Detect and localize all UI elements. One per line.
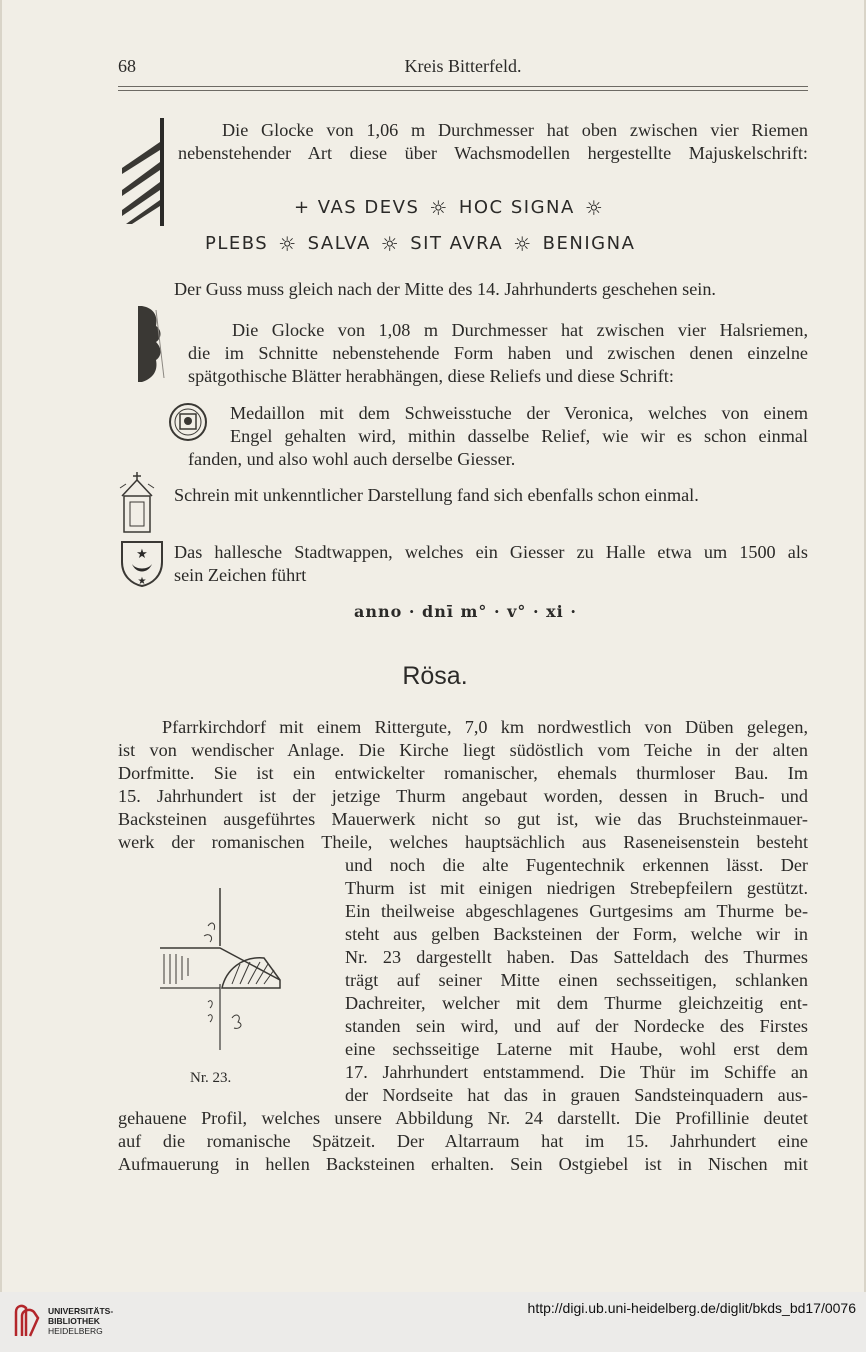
bell-profile-figure: [128, 304, 168, 384]
bell2-line-2: die im Schnitte nebenstehende Form haben und zwischen denen einzelne: [188, 343, 808, 363]
source-url-link[interactable]: http://digi.ub.uni-heidelberg.de/diglit/bkds_bd17/0076: [527, 1300, 856, 1316]
side-line-11: der Nordseite hat das in grauen Sandsteinquadern aus-: [345, 1085, 808, 1105]
side-line-2: Thurm ist mit einigen niedrigen Strebepfeilern gestützt.: [345, 878, 808, 898]
bell2-line-1: Die Glocke von 1,08 m Durchmesser hat zwischen vier Halsriemen,: [232, 320, 808, 340]
sun-icon: ☼: [278, 232, 298, 256]
body-line-8: auf die romanische Spätzeit. Der Altarraum hat im 15. Jahrhundert eine: [118, 1131, 808, 1151]
bell-strap-figure: [116, 116, 168, 228]
date-inscription: anno · dnī m° · v° · xi ·: [354, 602, 577, 621]
page-number: 68: [118, 56, 136, 76]
inscription-word: HOC SIGNA: [458, 197, 575, 218]
inscription-word: SALVA: [307, 233, 371, 254]
header-rule-bottom: [118, 90, 808, 91]
sun-icon: ☼: [380, 232, 401, 256]
sun-icon: ☼: [513, 232, 533, 256]
header-rule-top: [118, 86, 808, 87]
body-line-4: 15. Jahrhundert ist der jetzige Thurm angebaut worden, dessen in Bruch- und: [118, 786, 808, 806]
figure-caption: Nr. 23.: [190, 1070, 232, 1086]
library-line-2: BIBLIOTHEK: [48, 1316, 100, 1326]
library-name: [48, 1306, 113, 1336]
side-line-4: steht aus gelben Backsteinen der Form, welche wir in: [345, 924, 808, 944]
side-line-5: Nr. 23 dargestellt haben. Das Satteldach des Thurmes: [345, 947, 808, 967]
page-header: [118, 56, 808, 80]
inscription-word: PLEBS: [205, 233, 269, 254]
medallion-line-1: Medaillon mit dem Schweisstuche der Veronica, welches von einem: [230, 403, 808, 423]
inscription-word: BENIGNA: [542, 233, 636, 254]
body-line-5: Backsteinen ausgeführtes Mauerwerk nicht so gut ist, wie das Bruchsteinmauer-: [118, 809, 808, 829]
bell1-line-1: Die Glocke von 1,06 m Durchmesser hat oben zwischen vier Riemen: [222, 120, 808, 140]
side-line-9: eine sechsseitige Laterne mit Haube, wohl erst dem: [345, 1039, 808, 1059]
library-line-3: HEIDELBERG: [48, 1326, 103, 1336]
inscription-word: SIT AVRA: [410, 233, 504, 254]
bell1-after-text: Der Guss muss gleich nach der Mitte des 14. Jahrhunderts geschehen sein.: [174, 279, 716, 299]
brick-cornice-figure: [152, 884, 282, 1054]
medallion-line-3: fanden, und also wohl auch derselbe Giesser.: [188, 449, 516, 469]
side-line-8: standen sein wird, und auf der Nordecke des Firstes: [345, 1016, 808, 1036]
coat-line-2: sein Zeichen führt: [174, 565, 307, 585]
svg-text:★: ★: [137, 576, 147, 587]
side-line-7: Dachreiter, welcher mit dem Thurme gleichzeitig ent-: [345, 993, 808, 1013]
body-line-2: ist von wendischer Anlage. Die Kirche liegt südöstlich vom Teiche in der alten: [118, 740, 808, 760]
body-line-1: Pfarrkirchdorf mit einem Rittergute, 7,0 km nordwestlich von Düben gelegen,: [162, 717, 808, 737]
inscription-row-2: [205, 232, 635, 256]
inscription-row-1: [294, 196, 614, 220]
medallion-line-2: Engel gehalten wird, mithin dasselbe Relief, wie wir es schon einmal: [230, 426, 808, 446]
body-line-3: Dorfmitte. Sie ist ein entwickelter romanischer, ehemals thurmloser Bau. Im: [118, 763, 808, 783]
bell1-line-2: nebenstehender Art diese über Wachsmodellen hergestellte Majuskelschrift:: [178, 143, 808, 163]
bell2-line-3: spätgothische Blätter herabhängen, diese Reliefs und diese Schrift:: [188, 366, 674, 386]
library-line-1: UNIVERSITÄTS-: [48, 1306, 114, 1316]
body-line-6: werk der romanischen Theile, welches hauptsächlich aus Raseneisenstein besteht: [118, 832, 808, 852]
running-title: Kreis Bitterfeld.: [404, 56, 522, 76]
shrine-line: Schrein mit unkenntlicher Darstellung fand sich ebenfalls schon einmal.: [174, 485, 699, 505]
side-line-6: trägt auf seiner Mitte einen sechsseitigen, schlanken: [345, 970, 808, 990]
shrine-figure: [118, 470, 156, 536]
side-line-1: und noch die alte Fugentechnik erkennen lässt. Der: [345, 855, 808, 875]
sun-icon: ☼: [429, 196, 449, 220]
body-line-7: gehauene Profil, welches unsere Abbildung Nr. 24 darstellt. Die Profillinie deutet: [118, 1108, 808, 1128]
coat-line-1: Das hallesche Stadtwappen, welches ein Giesser zu Halle etwa um 1500 als: [174, 542, 808, 562]
section-title: Rösa.: [402, 662, 468, 690]
svg-text:★: ★: [136, 547, 148, 562]
side-line-10: 17. Jahrhundert entstammend. Die Thür im Schiffe an: [345, 1062, 808, 1082]
sun-icon: ☼: [584, 196, 605, 220]
inscription-word: + VAS DEVS: [294, 197, 420, 218]
coat-of-arms-figure: [118, 538, 166, 588]
side-line-3: Ein theilweise abgeschlagenes Gurtgesims am Thurme be-: [345, 901, 808, 921]
medallion-figure: [168, 402, 208, 442]
university-library-logo: [12, 1300, 42, 1340]
body-line-9: Aufmauerung in hellen Backsteinen erhalten. Sein Ostgiebel ist in Nischen mit: [118, 1154, 808, 1174]
